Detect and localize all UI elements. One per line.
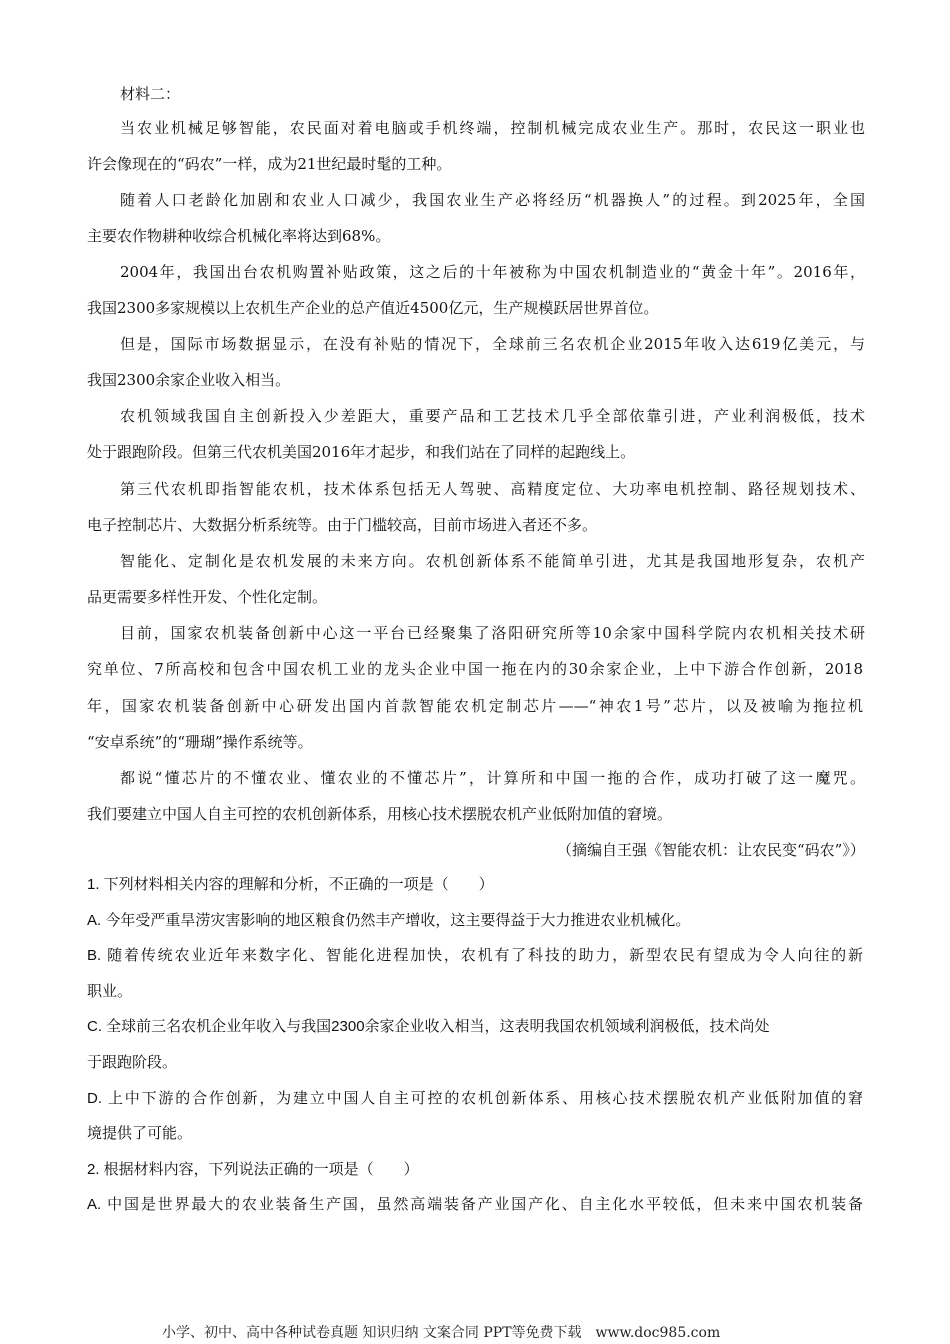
option-c-continued: 于跟跑阶段。 — [87, 1054, 178, 1071]
option-c: C. 全球前三名农机企业年收入与我国2300余家企业收入相当，这表明我国农机领域利润极低，技术尚处 — [87, 1018, 770, 1035]
paragraph-line: 处于跟跑阶段。但第三代农机美国2016年才起步，和我们站在了同样的起跑线上。 — [87, 443, 636, 461]
paragraph-line: 我们要建立中国人自主可控的农机创新体系，用核心技术摆脱农机产业低附加值的窘境。 — [87, 805, 673, 823]
material-heading: 材料二： — [120, 85, 181, 103]
option-a: A. 今年受严重旱涝灾害影响的地区粮食仍然丰产增收，这主要得益于大力推进农业机械化。 — [87, 912, 691, 929]
footer-url[interactable]: www.doc985.com — [595, 1325, 721, 1341]
paragraph-line: 2004年，我国出台农机购置补贴政策，这之后的十年被称为中国农机制造业的“黄金十年”。2016年， — [120, 263, 865, 281]
option-d: D. 上中下游的合作创新，为建立中国人自主可控的农机创新体系、用核心技术摆脱农机产业低附加值的窘 — [87, 1090, 863, 1107]
option-b: B. 随着传统农业近年来数字化、智能化进程加快，农机有了科技的助力，新型农民有望成为令人向往的新 — [87, 947, 863, 964]
paragraph-line: 目前，国家农机装备创新中心这一平台已经聚集了洛阳研究所等10余家中国科学院内农机相关技术研 — [120, 624, 865, 642]
paragraph-line: 农机领域我国自主创新投入少差距大，重要产品和工艺技术几乎全部依靠引进，产业利润极低，技术 — [120, 407, 865, 425]
paragraph-line: 究单位、7所高校和包含中国农机工业的龙头企业中国一拖在内的30余家企业，上中下游合作创新，2018 — [87, 660, 863, 678]
footer-slogan: 小学、初中、高中各种试卷真题 知识归纳 文案合同 PPT等免费下载 — [162, 1325, 582, 1341]
paragraph-line: 许会像现在的“码农”一样，成为21世纪最时髦的工种。 — [87, 155, 452, 173]
option-a: A. 中国是世界最大的农业装备生产国，虽然高端装备产业国产化、自主化水平较低，但未来中国农机装备 — [87, 1196, 863, 1213]
paragraph-line: 当农业机械足够智能，农民面对着电脑或手机终端，控制机械完成农业生产。那时，农民这一职业也 — [120, 119, 865, 137]
paragraph-line: “安卓系统”的“珊瑚”操作系统等。 — [87, 733, 313, 751]
question-stem: 2. 根据材料内容，下列说法正确的一项是（ ） — [87, 1161, 419, 1178]
paragraph-line: 智能化、定制化是农机发展的未来方向。农机创新体系不能简单引进，尤其是我国地形复杂，农机产 — [120, 552, 865, 570]
source-citation: （摘编自王强《智能农机：让农民变“码农”》） — [557, 841, 865, 859]
paragraph-line: 我国2300多家规模以上农机生产企业的总产值近4500亿元，生产规模跃居世界首位。 — [87, 299, 659, 317]
option-d-continued: 境提供了可能。 — [87, 1125, 193, 1142]
paragraph-line: 主要农作物耕种收综合机械化率将达到68%。 — [87, 227, 391, 245]
paragraph-line: 电子控制芯片、大数据分析系统等。由于门槛较高，目前市场进入者还不多。 — [87, 516, 598, 534]
paragraph-line: 但是，国际市场数据显示，在没有补贴的情况下，全球前三名农机企业2015年收入达619亿美元，与 — [120, 335, 865, 353]
paragraph-line: 第三代农机即指智能农机，技术体系包括无人驾驶、高精度定位、大功率电机控制、路径规划技术、 — [120, 480, 865, 498]
question-stem: 1. 下列材料相关内容的理解和分析，不正确的一项是（ ） — [87, 876, 494, 893]
footer-banner — [162, 1324, 720, 1342]
paragraph-line: 品更需要多样性开发、个性化定制。 — [87, 588, 328, 606]
paragraph-line: 都说“懂芯片的不懂农业、懂农业的不懂芯片”，计算所和中国一拖的合作，成功打破了这一魔咒。 — [120, 769, 865, 787]
paragraph-line: 我国2300余家企业收入相当。 — [87, 371, 291, 389]
paragraph-line: 年，国家农机装备创新中心研发出国内首款智能农机定制芯片——“神农1号”芯片，以及被喻为拖拉机 — [87, 697, 863, 715]
option-b-continued: 职业。 — [87, 983, 133, 1000]
paragraph-line: 随着人口老龄化加剧和农业人口减少，我国农业生产必将经历“机器换人”的过程。到2025年，全国 — [120, 191, 865, 209]
